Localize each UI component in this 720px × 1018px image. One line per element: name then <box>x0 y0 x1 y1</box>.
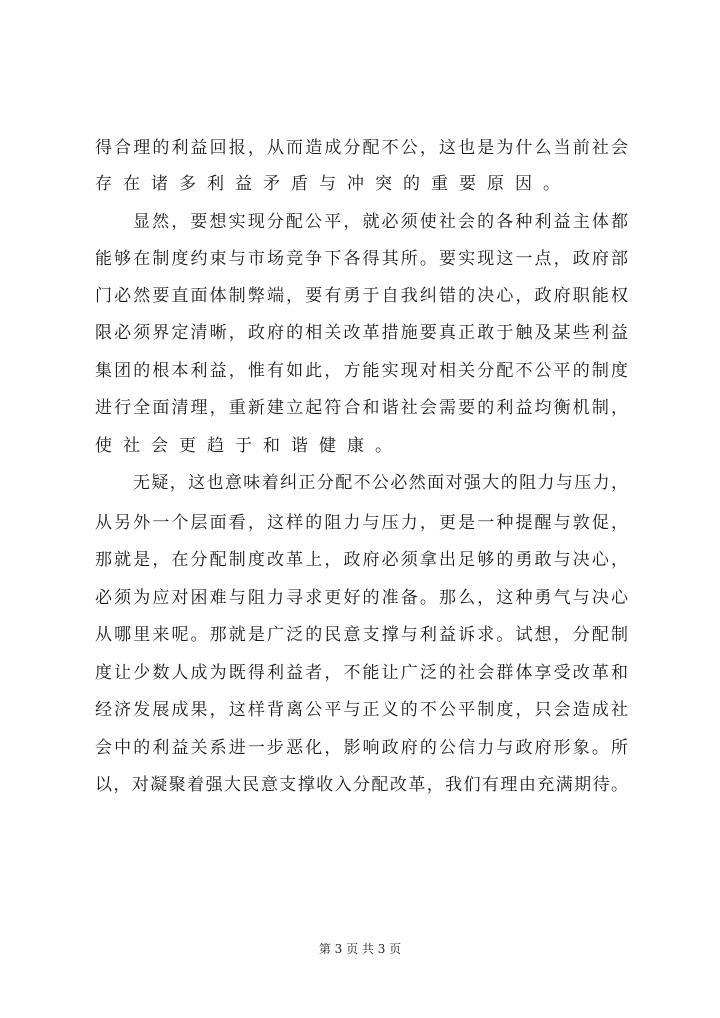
text-line: 门必然要直面体制弊端，要有勇于自我纠错的决心，政府职能权 <box>95 286 628 306</box>
page-number-footer: 第 3 页 共 3 页 <box>318 942 402 956</box>
text-line: 度让少数人成为既得利益者，不能让广泛的社会群体享受改革和 <box>95 663 628 683</box>
text-line: 从另外一个层面看，这样的阻力与压力，更是一种提醒与敦促， <box>95 513 628 533</box>
text-line: 进行全面清理，重新建立起符合和谐社会需要的利益均衡机制， <box>95 398 628 418</box>
text-line: 以，对凝聚着强大民意支撑收入分配改革，我们有理由充满期待。 <box>95 775 628 795</box>
text-line: 无疑，这也意味着纠正分配不公必然面对强大的阻力与压力， <box>133 473 628 493</box>
text-line: 会中的利益关系进一步恶化，影响政府的公信力与政府形象。所 <box>95 738 628 758</box>
text-line: 显然，要想实现分配公平，就必须使社会的各种利益主体都 <box>133 212 628 232</box>
text-line: 限必须界定清晰，政府的相关改革措施要真正敢于触及某些利益 <box>95 323 628 343</box>
text-line: 集团的根本利益，惟有如此，方能实现对相关分配不公平的制度 <box>95 361 628 381</box>
text-line: 必须为应对困难与阻力寻求更好的准备。那么，这种勇气与决心 <box>95 588 628 608</box>
text-line: 使社会更趋于和谐健康。 <box>95 436 403 456</box>
text-line: 经济发展成果，这样背离公平与正义的不公平制度，只会造成社 <box>95 700 628 720</box>
text-line: 存在诸多利益矛盾与冲突的重要原因。 <box>95 174 571 194</box>
text-line: 得合理的利益回报，从而造成分配不公，这也是为什么当前社会 <box>95 138 628 158</box>
text-line: 能够在制度约束与市场竞争下各得其所。要实现这一点，政府部 <box>95 249 628 269</box>
text-line: 从哪里来呢。那就是广泛的民意支撑与利益诉求。试想，分配制 <box>95 625 628 645</box>
text-line: 那就是，在分配制度改革上，政府必须拿出足够的勇敢与决心， <box>95 550 628 570</box>
